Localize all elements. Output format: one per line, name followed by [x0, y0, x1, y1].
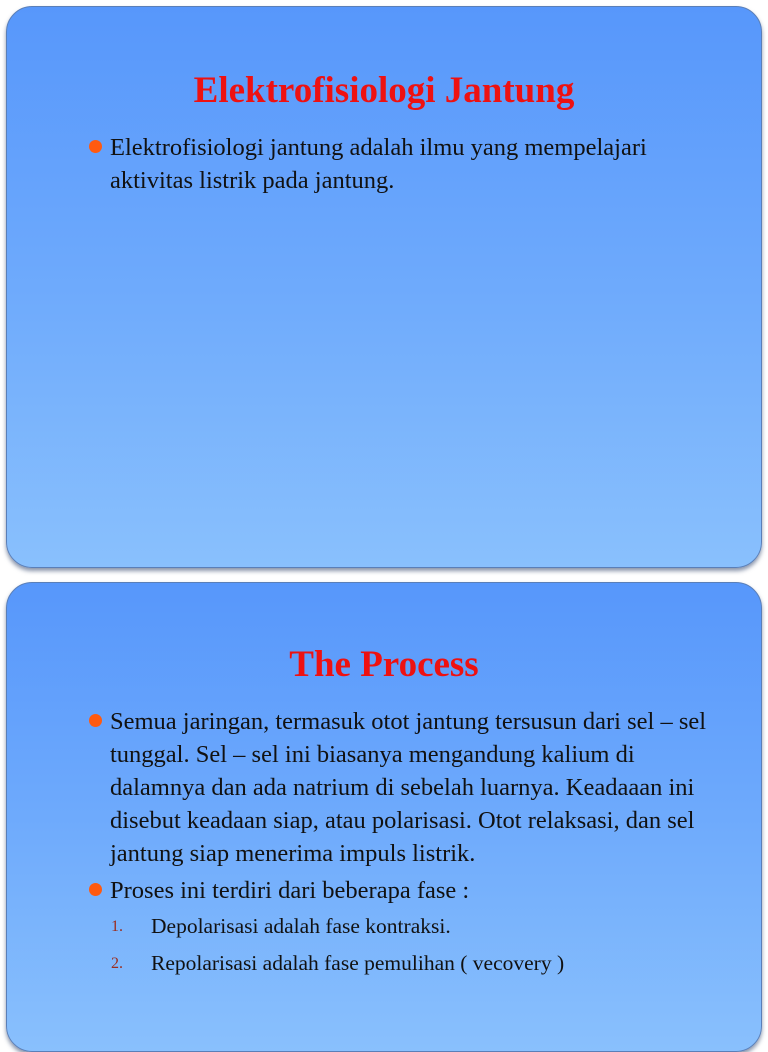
bullet-item: [7, 131, 761, 197]
slide-title: The Process: [289, 644, 479, 685]
bullet-dot-icon: [89, 140, 102, 153]
number-marker: 2.: [111, 955, 123, 972]
numbered-list: [7, 911, 761, 978]
numbered-item: [7, 948, 761, 978]
numbered-list-container: [7, 911, 761, 978]
bullet-list: [7, 131, 761, 201]
bullet-item: [7, 705, 761, 870]
bullet-text: Semua jaringan, termasuk otot jantung tersusun dari sel – sel tunggal. Sel – sel ini biasanya mengandung kalium di dalamnya dan ada natrium di sebelah luarnya. Keadaaan ini disebut keadaan siap, atau polarisasi. Otot relaksasi, dan sel jantung siap menerima impuls listrik.: [110, 708, 707, 867]
bullet-dot-icon: [89, 714, 102, 727]
slide-2: [6, 582, 762, 1052]
bullet-dot-icon: [89, 883, 102, 896]
slide-title: Elektrofisiologi Jantung: [193, 70, 575, 111]
number-marker: 1.: [111, 918, 123, 935]
numbered-text: Repolarisasi adalah fase pemulihan ( vecovery ): [151, 951, 565, 975]
bullet-item: [7, 874, 761, 907]
bullet-text: Proses ini terdiri dari beberapa fase :: [110, 877, 470, 904]
numbered-item: [7, 911, 761, 941]
bullet-text: Elektrofisiologi jantung adalah ilmu yang mempelajari aktivitas listrik pada jantung.: [110, 134, 647, 194]
slide-1: [6, 6, 762, 568]
numbered-text: Depolarisasi adalah fase kontraksi.: [151, 914, 451, 938]
bullet-list: [7, 705, 761, 985]
